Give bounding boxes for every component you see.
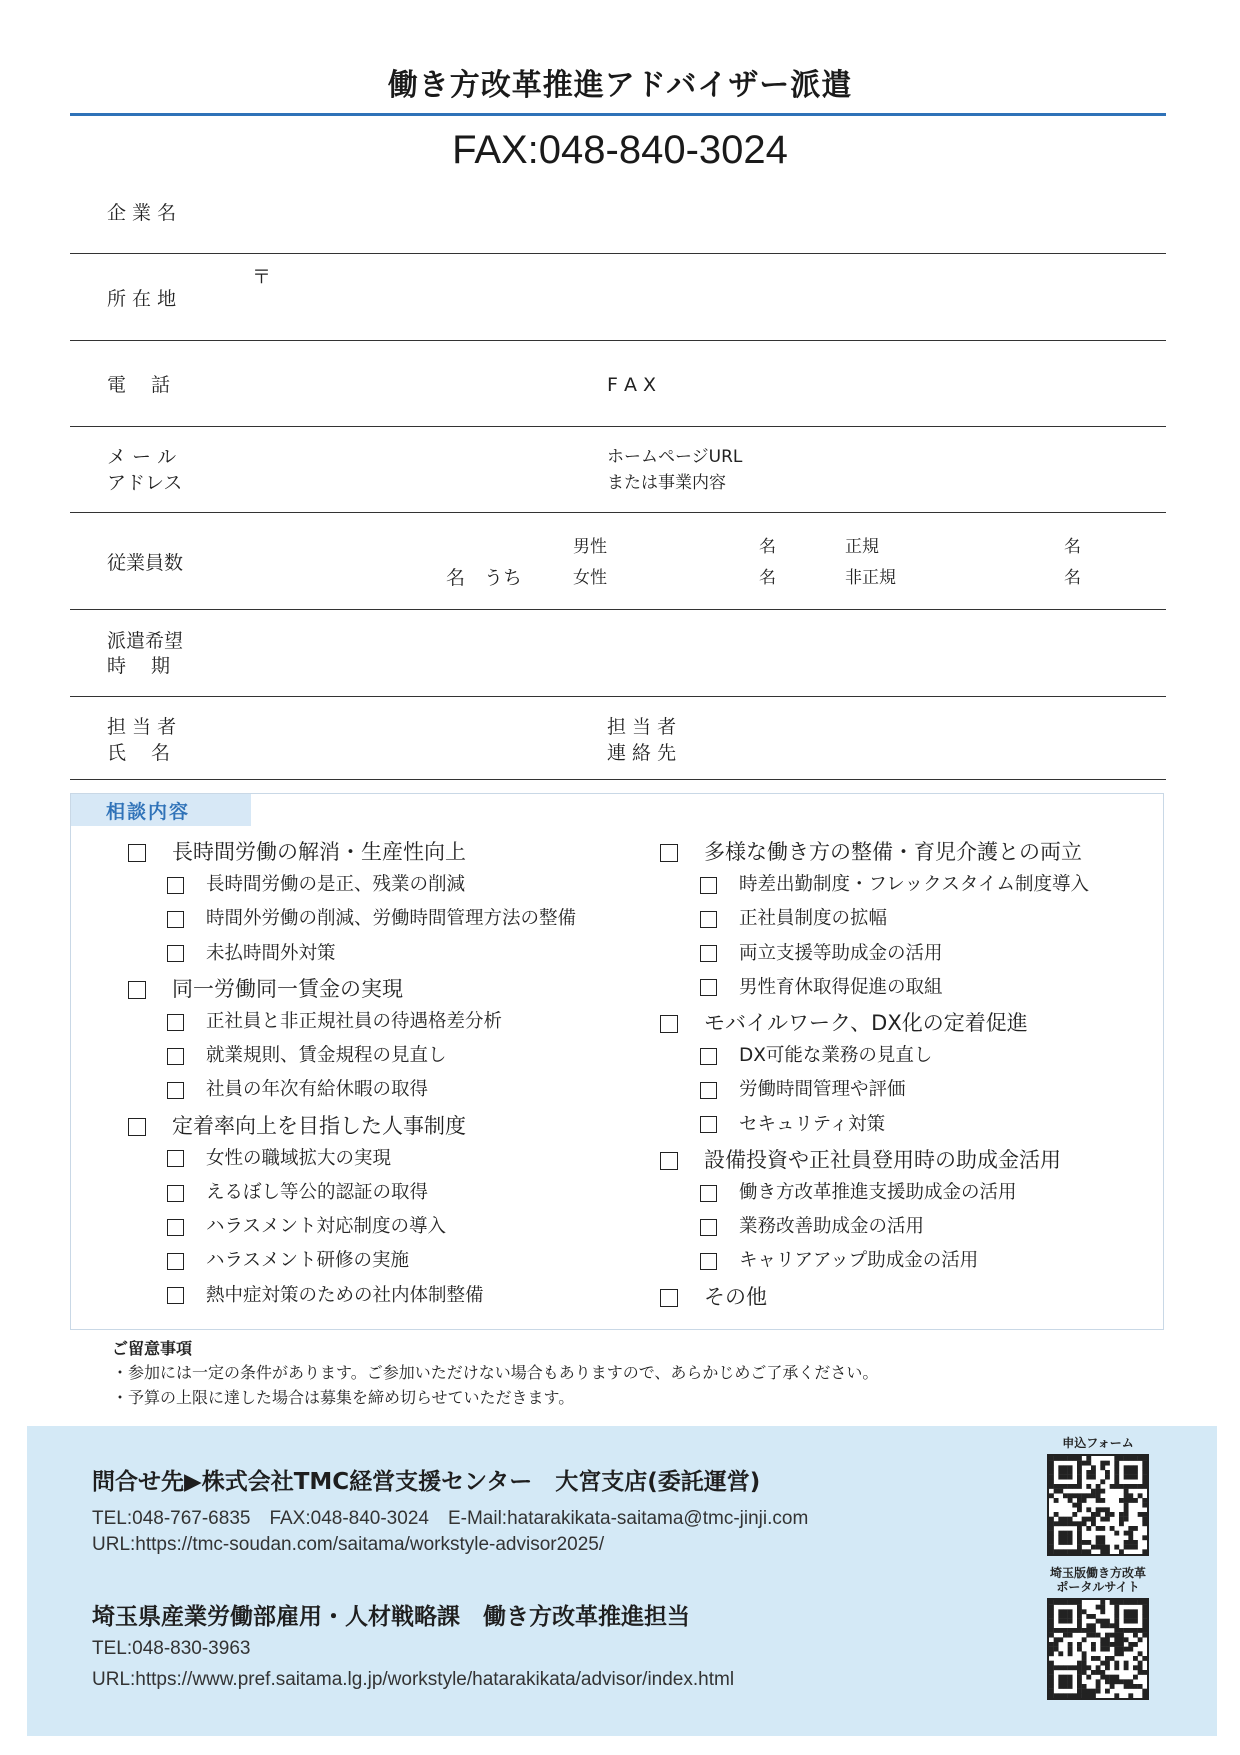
checkbox[interactable]: [700, 1185, 717, 1202]
checkbox[interactable]: [167, 1185, 184, 1202]
row-divider: [70, 512, 1166, 513]
checklist-label: 時間外労働の削減、労働時間管理方法の整備: [206, 908, 577, 930]
checklist-label: キャリアアップ助成金の活用: [739, 1250, 979, 1272]
checklist-item[interactable]: [128, 973, 403, 1003]
checklist-label: 就業規則、賃金規程の見直し: [206, 1045, 447, 1067]
checklist-item[interactable]: [700, 1246, 978, 1272]
contact-label-line1: 担 当 者: [607, 716, 677, 738]
checklist-label: 多様な働き方の整備・育児介護との両立: [704, 840, 1082, 864]
phone-label: 電 話: [107, 374, 171, 396]
fax-label: F A X: [607, 374, 657, 396]
qr-label-form: 申込フォーム: [1062, 1436, 1134, 1450]
checklist-label: ハラスメント対応制度の導入: [206, 1216, 446, 1238]
checklist-label: その他: [704, 1284, 767, 1309]
checkbox[interactable]: [700, 979, 717, 996]
checklist-label: 未払時間外対策: [206, 942, 336, 964]
row-divider: [70, 340, 1166, 341]
qr-label-portal-line1: 埼玉版働き方改革: [1049, 1566, 1146, 1580]
checklist-item[interactable]: [700, 1212, 924, 1238]
checklist-item[interactable]: [700, 1075, 906, 1101]
checklist-label: 労働時間管理や評価: [739, 1079, 906, 1101]
checklist-item[interactable]: [700, 1041, 932, 1067]
checklist-label: 正社員と非正規社員の待遇格差分析: [206, 1011, 503, 1032]
checklist-item[interactable]: [700, 1178, 1017, 1204]
checklist-item[interactable]: [700, 939, 943, 965]
mail-label-line1: メ ー ル: [107, 446, 177, 468]
qr-pattern-icon: [1049, 1600, 1147, 1698]
checklist-label: 働き方改革推進支援助成金の活用: [739, 1182, 1017, 1203]
checklist-label: 男性育休取得促進の取組: [739, 976, 943, 998]
postal-mark: 〒: [252, 266, 272, 288]
checklist-item[interactable]: [660, 1007, 1028, 1037]
consultation-tab: [71, 794, 251, 826]
checklist-item[interactable]: [167, 1281, 484, 1307]
female-unit: 名: [759, 568, 776, 588]
title-rule: [70, 113, 1166, 116]
qr-label-portal-line2: ポータルサイト: [1056, 1580, 1140, 1594]
qr-pattern-icon: [1049, 1456, 1147, 1554]
checklist-item[interactable]: [660, 1144, 1061, 1174]
contact-details: TEL:048-767-6835 FAX:048-840-3024 E-Mail:hatarakikata-saitama@tmc-jinji.com: [92, 1508, 809, 1529]
checkbox[interactable]: [700, 877, 717, 894]
fax-number: FAX:048-840-3024: [452, 128, 788, 172]
row-divider: [70, 253, 1166, 254]
checkbox[interactable]: [167, 1219, 184, 1236]
checklist-label: 時差出勤制度・フレックスタイム制度導入: [739, 874, 1090, 896]
checkbox[interactable]: [167, 1048, 184, 1065]
form-title: 働き方改革推進アドバイザー派遣: [387, 68, 853, 103]
person-label-line2: 氏 名: [107, 742, 171, 764]
employees-label: 従業員数: [107, 552, 184, 574]
checkbox[interactable]: [167, 1150, 184, 1167]
mail-label-line2: アドレス: [107, 472, 183, 494]
checklist-item[interactable]: [660, 1281, 767, 1311]
checklist-item[interactable]: [167, 939, 336, 965]
checklist-item[interactable]: [167, 1212, 446, 1238]
notes-title: ご留意事項: [112, 1339, 193, 1358]
person-label-line1: 担 当 者: [107, 716, 177, 738]
qr-code-portal-icon[interactable]: [1047, 1598, 1149, 1700]
regular-label: 正規: [845, 537, 879, 557]
checklist-label: 定着率向上を目指した人事制度: [172, 1113, 466, 1138]
checkbox[interactable]: [700, 911, 717, 928]
checklist-item[interactable]: [700, 870, 1089, 896]
checkbox[interactable]: [700, 1082, 717, 1099]
checkbox[interactable]: [167, 911, 184, 928]
checklist-item[interactable]: [167, 1007, 502, 1033]
checkbox[interactable]: [700, 1048, 717, 1065]
contact-heading: 問合せ先▶株式会社TMC経営支援センター 大宮支店(委託運営): [92, 1469, 761, 1495]
company-label: 企 業 名: [107, 202, 177, 224]
row-divider: [70, 426, 1166, 427]
checkbox[interactable]: [128, 844, 146, 862]
checklist-label: 女性の職域拡大の実現: [206, 1147, 392, 1169]
row-divider: [70, 696, 1166, 697]
dispatch-label-line2: 時 期: [107, 655, 171, 677]
checklist-label: 同一労働同一賃金の実現: [172, 976, 403, 1001]
checklist-label: 熱中症対策のための社内体制整備: [206, 1284, 484, 1306]
checkbox[interactable]: [660, 1015, 678, 1033]
checkbox[interactable]: [128, 981, 146, 999]
nonregular-label: 非正規: [845, 568, 896, 588]
checklist-item[interactable]: [167, 1178, 428, 1204]
qr-code-form-icon[interactable]: [1047, 1454, 1149, 1556]
consultation-heading: 相談内容: [106, 801, 191, 823]
note-item: ・予算の上限に達した場合は募集を締め切らせていただきます。: [112, 1388, 575, 1407]
note-item: ・参加には一定の条件があります。ご参加いただけない場合もありますので、あらかじめご了承ください。: [112, 1363, 879, 1382]
checklist-label: DX可能な業務の見直し: [739, 1045, 933, 1067]
row-divider: [70, 779, 1166, 780]
checklist-item[interactable]: [167, 904, 576, 930]
female-label: 女性: [573, 568, 607, 588]
dispatch-label-line1: 派遣希望: [107, 630, 184, 652]
checkbox[interactable]: [167, 1287, 184, 1304]
male-unit: 名: [759, 537, 776, 557]
checklist-item[interactable]: [167, 870, 465, 896]
employees-unit-uchi: 名 うち: [446, 567, 523, 589]
checklist-item[interactable]: [128, 1110, 466, 1140]
checklist-label: 長時間労働の是正、残業の削減: [206, 874, 466, 896]
checklist-item[interactable]: [660, 836, 1082, 866]
checklist-label: 社員の年次有給休暇の取得: [206, 1079, 429, 1101]
checkbox[interactable]: [167, 1253, 184, 1270]
checkbox[interactable]: [660, 1289, 678, 1307]
checkbox[interactable]: [700, 1219, 717, 1236]
male-label: 男性: [573, 537, 607, 557]
checklist-item[interactable]: [128, 836, 466, 866]
checklist-label: セキュリティ対策: [739, 1113, 886, 1135]
checklist-item[interactable]: [700, 1110, 885, 1136]
nonregular-unit: 名: [1064, 568, 1081, 588]
checklist-label: 設備投資や正社員登用時の助成金活用: [704, 1147, 1061, 1172]
regular-unit: 名: [1064, 537, 1081, 557]
checklist-label: ハラスメント研修の実施: [206, 1250, 409, 1272]
checkbox[interactable]: [167, 945, 184, 962]
checkbox[interactable]: [660, 1152, 678, 1170]
checkbox[interactable]: [700, 1116, 717, 1133]
address-label: 所 在 地: [107, 288, 177, 310]
checkbox[interactable]: [128, 1118, 146, 1136]
checkbox[interactable]: [700, 945, 717, 962]
prefecture-url[interactable]: URL:https://www.pref.saitama.lg.jp/workstyle/hatarakikata/advisor/index.html: [92, 1669, 735, 1690]
contact-label-line2: 連 絡 先: [607, 742, 677, 764]
homepage-label-line1: ホームページURL: [607, 447, 743, 467]
checklist-item[interactable]: [167, 1041, 447, 1067]
checkbox[interactable]: [167, 877, 184, 894]
checklist-label: モバイルワーク、DX化の定着促進: [704, 1011, 1028, 1035]
checklist-label: 正社員制度の拡幅: [739, 908, 888, 930]
checkbox[interactable]: [167, 1014, 184, 1031]
checklist-item[interactable]: [167, 1075, 428, 1101]
checklist-label: 長時間労働の解消・生産性向上: [172, 840, 466, 864]
checklist-item[interactable]: [167, 1144, 391, 1170]
checkbox[interactable]: [167, 1082, 184, 1099]
checklist-label: えるぼし等公的認証の取得: [206, 1182, 429, 1203]
row-divider: [70, 609, 1166, 610]
checkbox[interactable]: [700, 1253, 717, 1270]
checklist-item[interactable]: [700, 904, 887, 930]
checklist-label: 業務改善助成金の活用: [739, 1216, 925, 1238]
checklist-item[interactable]: [700, 973, 943, 999]
checklist-label: 両立支援等助成金の活用: [739, 942, 943, 964]
contact-url[interactable]: URL:https://tmc-soudan.com/saitama/workstyle-advisor2025/: [92, 1534, 605, 1555]
checkbox[interactable]: [660, 844, 678, 862]
checklist-item[interactable]: [167, 1246, 409, 1272]
prefecture-heading: 埼玉県産業労働部雇用・人材戦略課 働き方改革推進担当: [92, 1604, 690, 1630]
homepage-label-line2: または事業内容: [607, 473, 726, 493]
prefecture-tel: TEL:048-830-3963: [92, 1638, 251, 1659]
